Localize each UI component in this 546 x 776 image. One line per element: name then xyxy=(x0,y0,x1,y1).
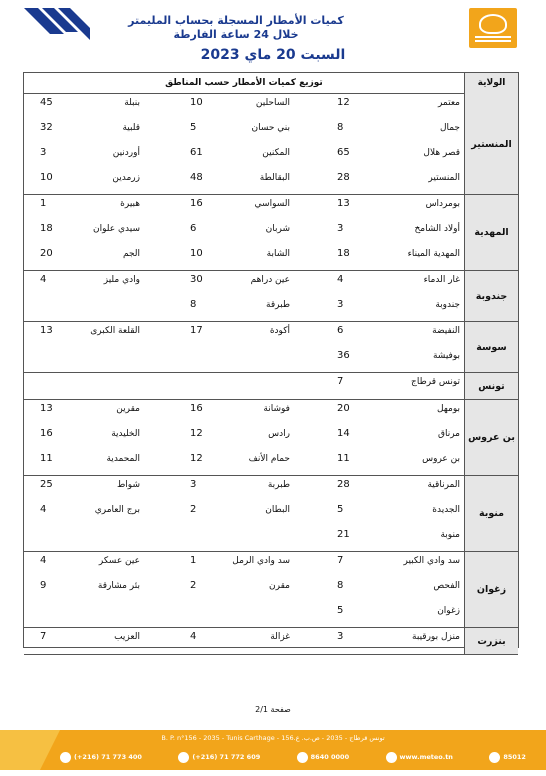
rainfall-value: 3 xyxy=(337,223,344,234)
station-name: العزيب xyxy=(114,632,140,642)
rainfall-value: 61 xyxy=(190,147,203,158)
station-name: بوفيشة xyxy=(432,351,460,361)
station-name: وادي مليز xyxy=(103,275,140,285)
table-row xyxy=(24,602,464,627)
table-row xyxy=(24,144,464,169)
station-name: جندوبة xyxy=(435,300,460,310)
region-block xyxy=(24,94,518,195)
station-name: طبربة xyxy=(267,480,290,490)
station-name: بومهل xyxy=(437,404,460,414)
institute-logo-stripes xyxy=(24,8,90,48)
station-name: الجم xyxy=(122,249,140,259)
rainfall-value xyxy=(190,526,220,551)
station-name: شربان xyxy=(265,224,290,234)
rainfall-value: 11 xyxy=(337,453,350,464)
rainfall-value: 8 xyxy=(190,299,197,310)
rainfall-value: 4 xyxy=(40,555,47,566)
station-name: معتمر xyxy=(437,98,460,108)
rainfall-value: 25 xyxy=(40,479,53,490)
footer-bar xyxy=(0,730,546,770)
station-name: تونس قرطاج xyxy=(411,377,460,387)
footer-sms[interactable] xyxy=(489,752,526,763)
region-name: المنستير xyxy=(464,94,518,194)
station-name: السواسي xyxy=(254,199,290,209)
station-name: طبرقة xyxy=(266,300,290,310)
rainfall-value: 7 xyxy=(337,376,344,387)
table-row xyxy=(24,400,464,425)
station-name: المكنين xyxy=(262,148,290,158)
sms-icon xyxy=(489,752,500,763)
rainfall-value: 10 xyxy=(40,172,53,183)
table-row xyxy=(24,577,464,602)
region-block xyxy=(24,552,518,628)
rainfall-value: 45 xyxy=(40,97,53,108)
rainfall-value: 32 xyxy=(40,122,53,133)
station-name: غار الدماء xyxy=(423,275,460,285)
rainfall-value: 12 xyxy=(190,453,203,464)
station-name: أولاد الشامخ xyxy=(414,224,460,234)
table-row xyxy=(24,552,464,577)
rainfall-value: 13 xyxy=(40,325,53,336)
station-name: شواط xyxy=(116,480,140,490)
rainfall-value: 11 xyxy=(40,453,53,464)
document-title xyxy=(106,14,366,41)
station-name: برج العامري xyxy=(94,505,140,515)
table-row xyxy=(24,119,464,144)
rainfall-value xyxy=(190,373,220,398)
station-name: مرناق xyxy=(437,429,460,439)
rainfall-value: 3 xyxy=(40,147,47,158)
rainfall-value: 1 xyxy=(190,555,197,566)
rainfall-value xyxy=(190,602,220,627)
fax-icon xyxy=(178,752,189,763)
phone-2-text: (+216) 71 772 609 xyxy=(192,753,261,761)
footer-phone-2[interactable] xyxy=(178,752,260,763)
rainfall-value: 7 xyxy=(337,555,344,566)
rainfall-value: 1 xyxy=(40,198,47,209)
station-name: قصر هلال xyxy=(423,148,460,158)
rainfall-value: 12 xyxy=(190,428,203,439)
page-number: صفحة 2/1 xyxy=(255,705,291,714)
region-name: بنزرت xyxy=(464,628,518,654)
station-name: المحمدية xyxy=(106,454,140,464)
table-row xyxy=(24,296,464,321)
rainfall-value: 16 xyxy=(190,403,203,414)
website-text: www.meteo.tn xyxy=(399,753,453,761)
rainfall-value xyxy=(40,347,70,372)
globe-icon xyxy=(386,752,397,763)
rainfall-value: 10 xyxy=(190,97,203,108)
station-name: المرناقية xyxy=(427,480,460,490)
sms-text: 85012 xyxy=(503,753,526,761)
table-row xyxy=(24,322,464,347)
footer-address: B. P. n°156 - 2035 - Tunis Carthage - تونس قرطاج - 2035 - ص.ب. ع.156 xyxy=(161,734,385,742)
station-name: فوشانة xyxy=(263,404,290,414)
table-row xyxy=(24,373,464,398)
region-name: منوبة xyxy=(464,476,518,551)
rainfall-value: 30 xyxy=(190,274,203,285)
region-name: المهدية xyxy=(464,195,518,270)
rainfall-value xyxy=(40,602,70,627)
rainfall-value: 21 xyxy=(337,529,350,540)
footer-phone-1[interactable] xyxy=(60,752,142,763)
station-name: المنستير xyxy=(428,173,460,183)
station-name: عين دراهم xyxy=(250,275,290,285)
station-name: أكودة xyxy=(269,326,290,336)
rainfall-value: 14 xyxy=(337,428,350,439)
station-name: البقالطة xyxy=(259,173,290,183)
table-row xyxy=(24,271,464,296)
station-name: النفيضة xyxy=(432,326,460,336)
rainfall-value: 5 xyxy=(337,605,344,616)
rainfall-value: 4 xyxy=(337,274,344,285)
rainfall-value: 9 xyxy=(40,580,47,591)
rainfall-value xyxy=(40,296,70,321)
rainfall-value: 6 xyxy=(190,223,197,234)
footer-green-number[interactable] xyxy=(297,752,349,763)
station-name: بنبلة xyxy=(124,98,140,108)
station-name: بئر مشارقة xyxy=(97,581,140,591)
region-name: تونس xyxy=(464,373,518,399)
rainfall-value: 20 xyxy=(337,403,350,414)
rainfall-value: 12 xyxy=(337,97,350,108)
rainfall-value: 20 xyxy=(40,248,53,259)
rainfall-value: 7 xyxy=(40,631,47,642)
station-name: بني حسان xyxy=(251,123,290,133)
rainfall-value xyxy=(40,373,70,398)
title-line-2: خلال 24 ساعة الفارطة xyxy=(173,28,299,41)
station-name: عين عسكر xyxy=(98,556,140,566)
footer-website[interactable] xyxy=(386,752,453,763)
rainfall-value: 8 xyxy=(337,580,344,591)
station-name: أوردنين xyxy=(112,148,140,158)
rainfall-value: 4 xyxy=(40,504,47,515)
rainfall-value: 2 xyxy=(190,580,197,591)
rainfall-value: 8 xyxy=(337,122,344,133)
station-name: قلبية xyxy=(122,123,140,133)
phone-icon xyxy=(60,752,71,763)
station-name: مقرين xyxy=(116,404,140,414)
table-row xyxy=(24,450,464,475)
station-name: مقرن xyxy=(269,581,290,591)
station-name: منزل بورقيبة xyxy=(412,632,460,642)
table-row xyxy=(24,628,464,653)
table-header xyxy=(24,73,518,94)
table-row xyxy=(24,94,464,119)
region-block xyxy=(24,271,518,322)
station-name: المهدية الميناء xyxy=(407,249,460,259)
table-row xyxy=(24,195,464,220)
rainfall-value: 4 xyxy=(190,631,197,642)
rainfall-table xyxy=(23,72,519,648)
station-name: الجديدة xyxy=(432,505,460,515)
region-block xyxy=(24,400,518,476)
rainfall-value: 65 xyxy=(337,147,350,158)
region-block xyxy=(24,322,518,373)
region-name: زغوان xyxy=(464,552,518,627)
table-row xyxy=(24,425,464,450)
region-name: بن عروس xyxy=(464,400,518,475)
header-region: الولاية xyxy=(464,73,518,94)
rainfall-value: 10 xyxy=(190,248,203,259)
table-row xyxy=(24,347,464,372)
header-distribution: توزيع كميات الأمطار حسب المناطق xyxy=(165,78,323,88)
station-name: الشابة xyxy=(266,249,290,259)
rainfall-value: 3 xyxy=(190,479,197,490)
station-name: بن عروس xyxy=(422,454,460,464)
rainfall-value: 36 xyxy=(337,350,350,361)
station-name: بومرداس xyxy=(425,199,460,209)
rainfall-value: 4 xyxy=(40,274,47,285)
station-name: الساحلين xyxy=(255,98,290,108)
station-name: حمام الأنف xyxy=(248,454,290,464)
meteo-logo xyxy=(469,8,517,48)
station-name: جمال xyxy=(439,123,460,133)
rainfall-value: 2 xyxy=(190,504,197,515)
rainfall-value: 28 xyxy=(337,479,350,490)
table-row xyxy=(24,526,464,551)
table-row xyxy=(24,476,464,501)
region-block xyxy=(24,373,518,400)
station-name: هبيرة xyxy=(120,199,140,209)
rainfall-value xyxy=(190,347,220,372)
region-name: جندوبة xyxy=(464,271,518,321)
station-name: زرمدين xyxy=(112,173,140,183)
table-row xyxy=(24,169,464,194)
station-name: القلعة الكبرى xyxy=(90,326,140,336)
rainfall-value: 13 xyxy=(337,198,350,209)
rainfall-value: 3 xyxy=(337,299,344,310)
rainfall-value xyxy=(40,526,70,551)
station-name: منوبة xyxy=(440,530,460,540)
region-name: سوسة xyxy=(464,322,518,372)
station-name: غزالة xyxy=(270,632,290,642)
station-name: الفحص xyxy=(433,581,460,591)
green-number-text: 8640 0000 xyxy=(310,753,350,761)
rainfall-value: 3 xyxy=(337,631,344,642)
region-block xyxy=(24,476,518,552)
region-block xyxy=(24,628,518,655)
station-name: زغوان xyxy=(437,606,460,616)
station-name: رادس xyxy=(268,429,290,439)
green-number-icon xyxy=(297,752,308,763)
rainfall-value: 16 xyxy=(40,428,53,439)
rainfall-value: 13 xyxy=(40,403,53,414)
table-row xyxy=(24,245,464,270)
rainfall-value: 17 xyxy=(190,325,203,336)
phone-1-text: (+216) 71 773 400 xyxy=(74,753,142,761)
rainfall-value: 28 xyxy=(337,172,350,183)
region-block xyxy=(24,195,518,271)
station-name: سيدي علوان xyxy=(93,224,140,234)
station-name: الخليدية xyxy=(111,429,140,439)
rainfall-value: 5 xyxy=(337,504,344,515)
table-row xyxy=(24,501,464,526)
station-name: سد وادي الكبير xyxy=(403,556,460,566)
rainfall-value: 5 xyxy=(190,122,197,133)
station-name: البطان xyxy=(265,505,290,515)
rainfall-value: 18 xyxy=(337,248,350,259)
rainfall-value: 18 xyxy=(40,223,53,234)
station-name: سد وادي الرمل xyxy=(232,556,290,566)
rainfall-value: 48 xyxy=(190,172,203,183)
report-date: السبت 20 ماي 2023 xyxy=(200,47,346,63)
rainfall-value: 16 xyxy=(190,198,203,209)
table-row xyxy=(24,220,464,245)
title-line-1: كميات الأمطار المسجلة بحساب المليمتر xyxy=(128,14,344,27)
rainfall-value: 6 xyxy=(337,325,344,336)
